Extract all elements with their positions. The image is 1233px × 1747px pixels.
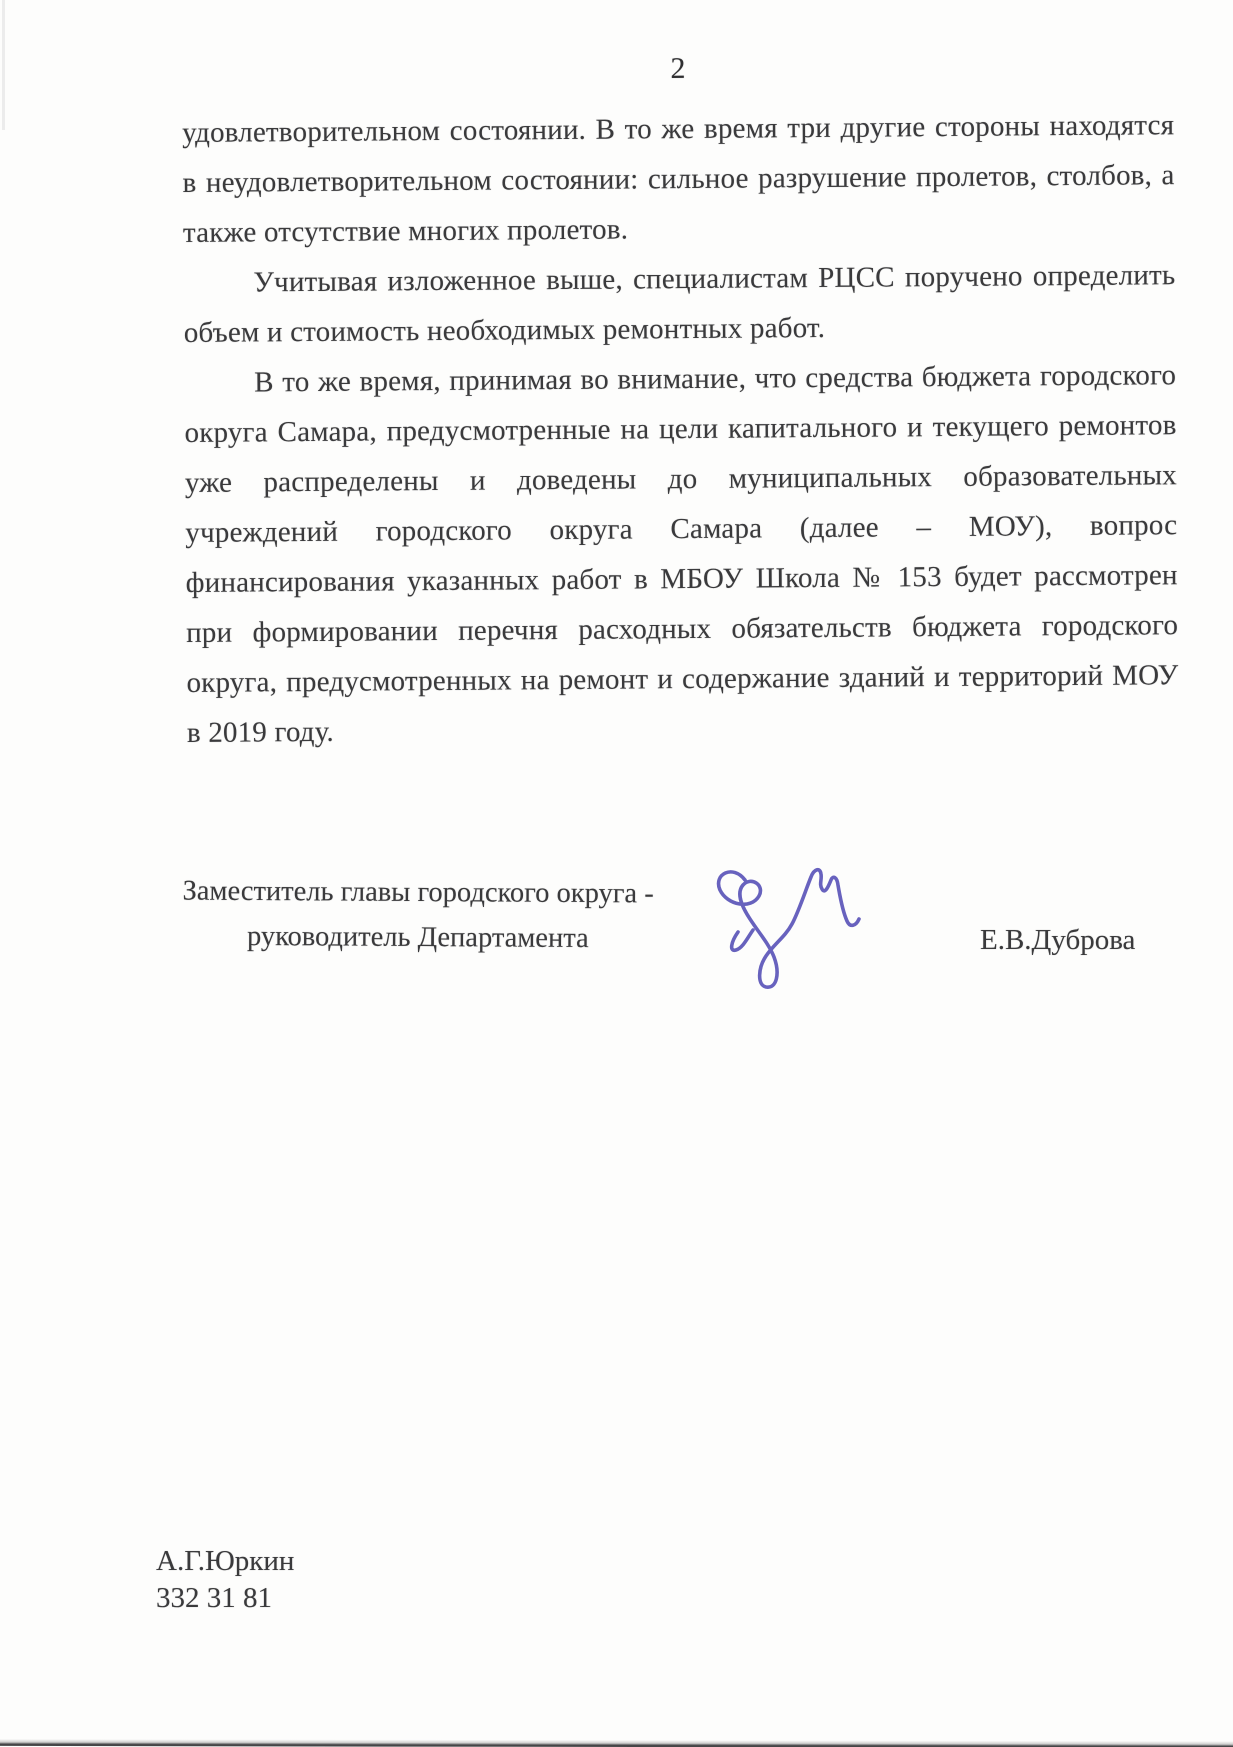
scan-edge-artifact-bottom xyxy=(0,1739,1233,1747)
signer-title xyxy=(168,868,669,961)
paragraph-budget-funding: В то же время, принимая во внимание, что средства бюджета городского округа Самара, предусмотренные на цели капитального и текущего ремонтов уже распределены и доведены до муниципальных образовательных учреждений городского округа Самара (далее – МОУ), вопрос финансирования указанных работ в МБОУ Школа № 153 будет рассмотрен при формировании перечня расходных обязательств бюджета городского округа, предусмотренных на ремонт и содержание зданий и территорий МОУ в 2019 году. xyxy=(184,359,1179,749)
letter-body xyxy=(182,100,1179,758)
signer-name: Е.В.Дуброва xyxy=(980,924,1136,956)
page-number: 2 xyxy=(670,51,686,86)
scan-edge-artifact-left xyxy=(2,0,5,130)
signer-title-line1: Заместитель главы городского округа - xyxy=(182,875,654,910)
signer-title-line2: руководитель Департамента xyxy=(246,920,589,955)
paragraph-continuation: удовлетворительном состоянии. В то же время три другие стороны находятся в неудовлетворительном состоянии: сильное разрушение пролетов, столбов, а также отсутствие многих пролетов. xyxy=(182,109,1175,249)
executor-contact xyxy=(156,1543,294,1617)
handwritten-signature-icon xyxy=(693,840,868,990)
executor-name: А.Г.Юркин xyxy=(156,1545,295,1577)
paragraph-rcss-assignment: Учитывая изложенное выше, специалистам РЦСС поручено определить объем и стоимость необходимых ремонтных работ. xyxy=(183,259,1176,349)
executor-phone: 332 31 81 xyxy=(156,1582,272,1614)
